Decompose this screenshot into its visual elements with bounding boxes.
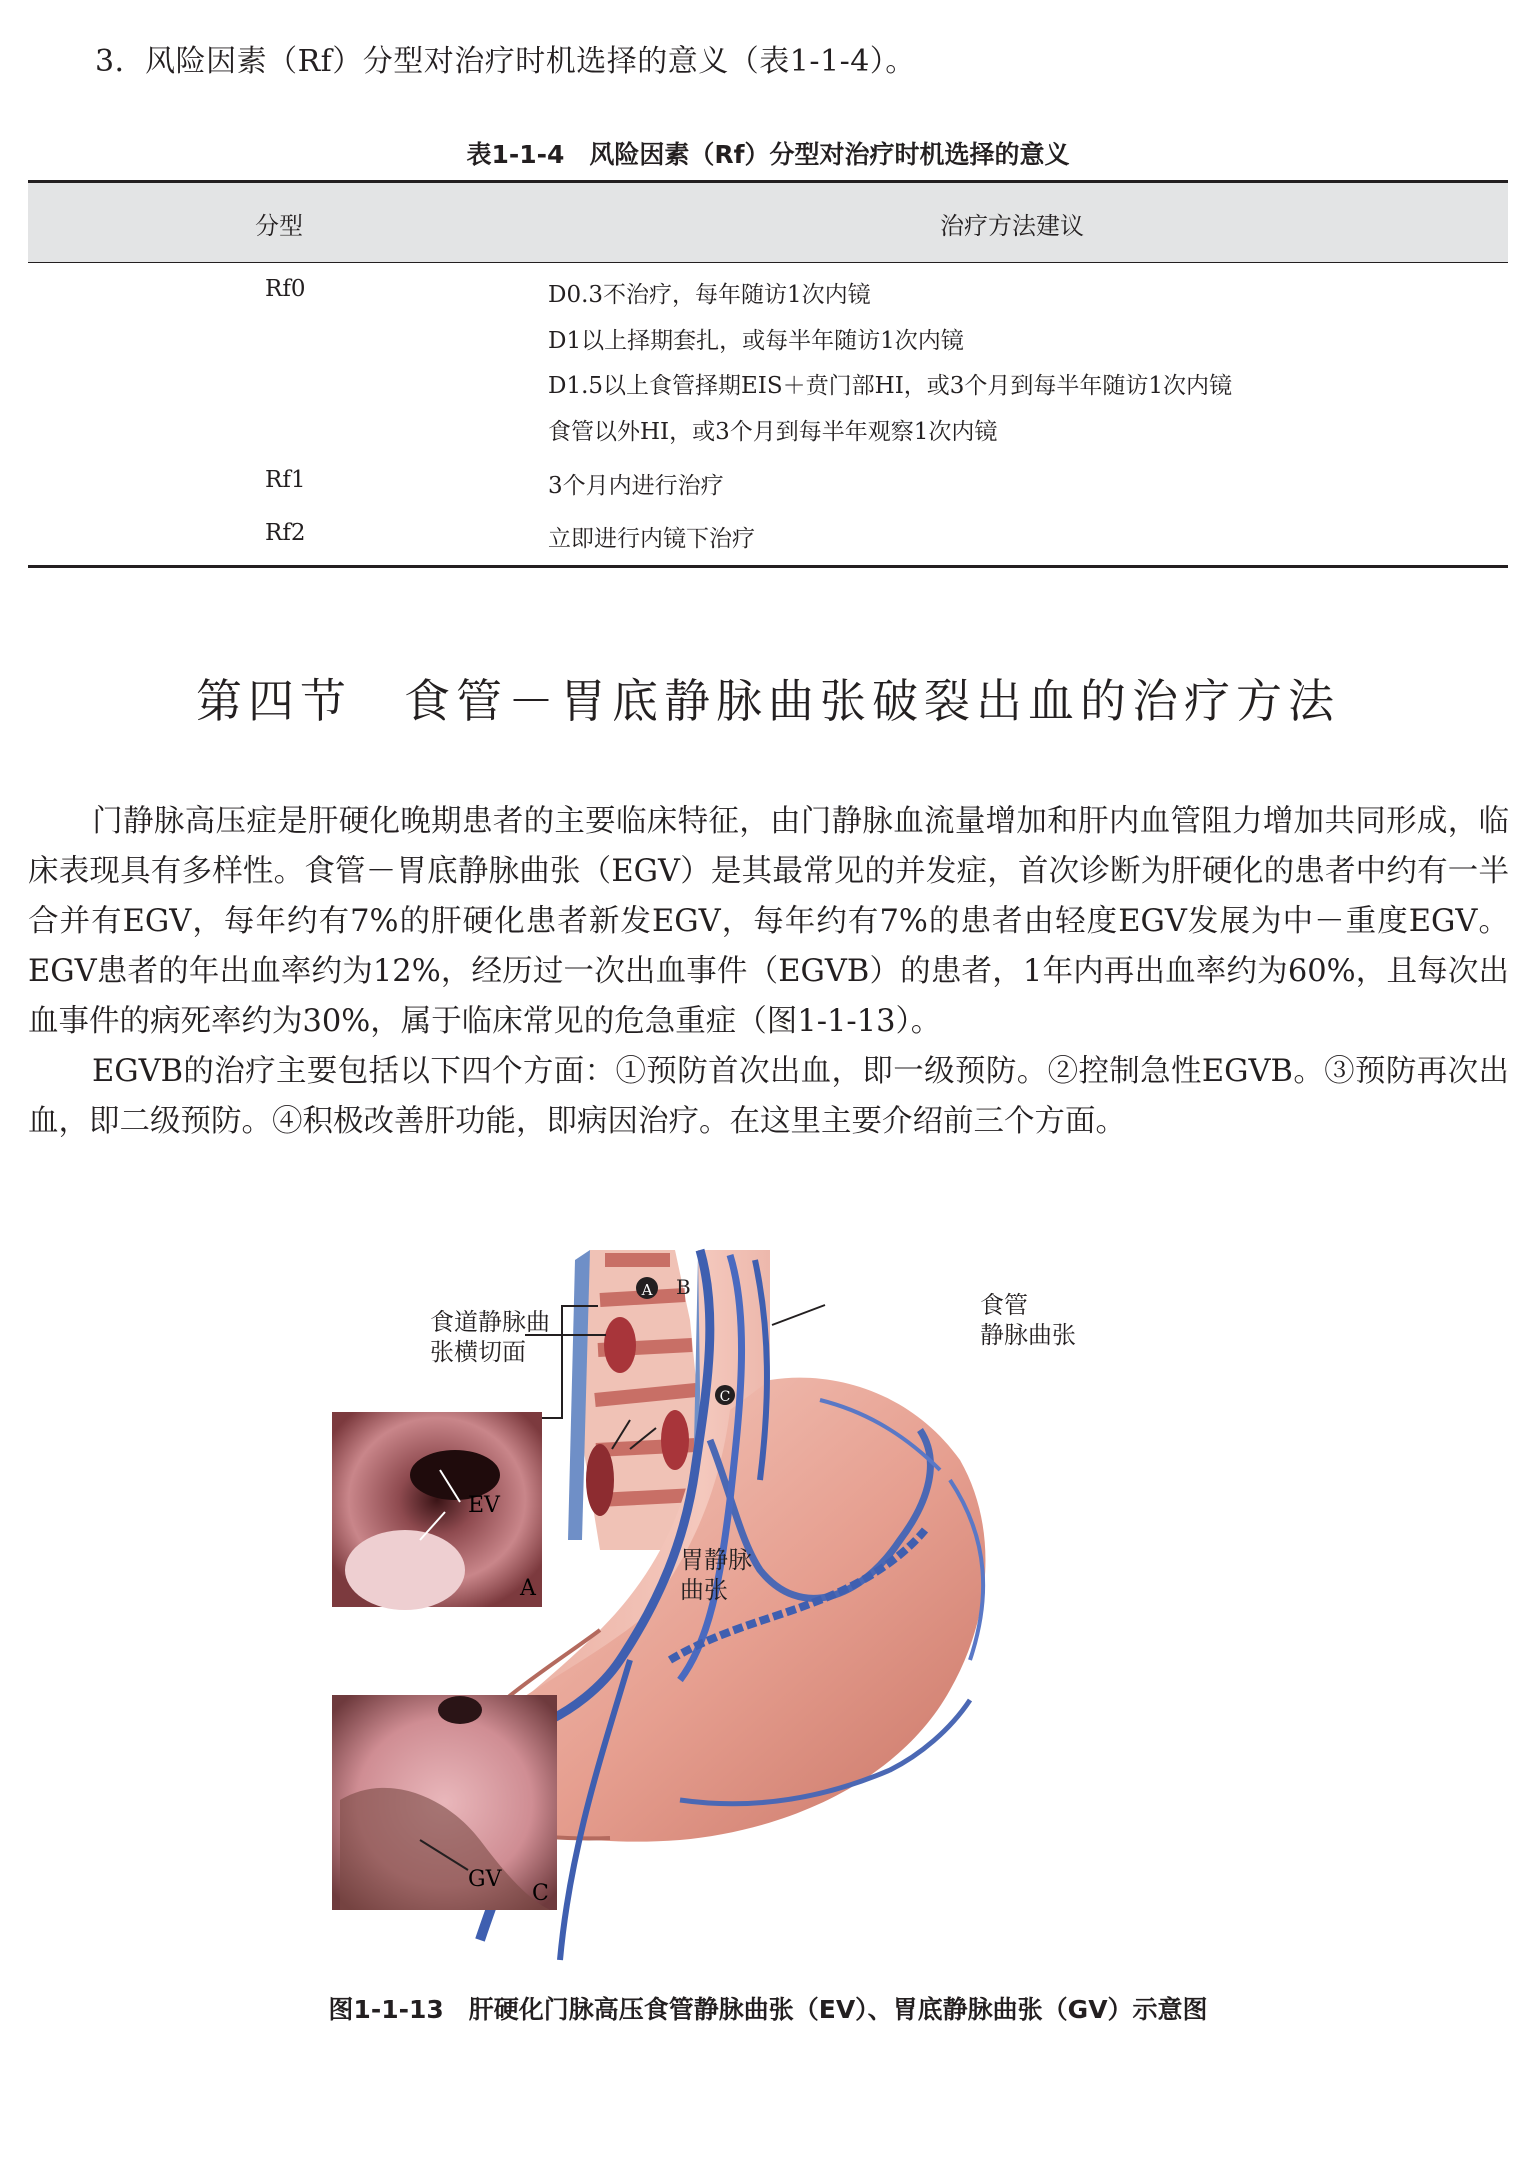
table-caption: 表1-1-4 风险因素（Rf）分型对治疗时机选择的意义 (466, 140, 1070, 169)
label-cross-section: 食道静脉曲 张横切面 (430, 1308, 550, 1366)
paragraph: 门静脉高压症是肝硬化晚期患者的主要临床特征，由门静脉血流量增加和肝内血管阻力增加共同形成，临床表现具有多样性。食管－胃底静脉曲张（EGV）是其最常见的并发症，首次诊断为肝硬化的患者中约有一半合并有EGV，每年约有7%的肝硬化患者新发EGV，每年约有7%的患者由轻度EGV发展为中－重度EGV。EGV患者的年出血率约为12%，经历过一次出血事件（EGVB）的患者，1年内再出血率约为60%，且每次出血事件的病死率约为30%，属于临床常见的危急重症（图1-1-13）。 (28, 804, 1509, 1039)
label-esophageal-varices: 食管 静脉曲张 (980, 1291, 1076, 1349)
panel-label: A (520, 1576, 536, 1601)
figure-caption: 图1-1-13 肝硬化门脉高压食管静脉曲张（EV）、胃底静脉曲张（GV）示意图 (328, 1995, 1208, 2024)
table-cell-line: 立即进行内镜下治疗 (548, 526, 755, 552)
endoscopy-panel-a (332, 1412, 542, 1610)
table-cell-line: D0.3不治疗，每年随访1次内镜 (548, 282, 871, 308)
panel-label: C (719, 1389, 731, 1405)
table-header-treatment: 治疗方法建议 (940, 212, 1084, 240)
table-cell-line: D1以上择期套扎，或每半年随访1次内镜 (548, 328, 964, 354)
table-cell-line: 3个月内进行治疗 (548, 473, 724, 499)
panel-label: B (676, 1275, 691, 1299)
table-header-type: 分型 (255, 212, 303, 240)
table-cell-type: Rf1 (265, 467, 306, 493)
label-ev: EV (468, 1493, 500, 1518)
section-title: 第四节 食管－胃底静脉曲张破裂出血的治疗方法 (196, 674, 1340, 728)
table-bottom-rule (28, 565, 1508, 568)
label-gastric-varices: 胃静脉 曲张 (680, 1546, 752, 1604)
panel-label: A (641, 1281, 653, 1299)
table-cell-line: 食管以外HI，或3个月到每半年观察1次内镜 (548, 419, 998, 445)
intro-line: 3．风险因素（Rf）分型对治疗时机选择的意义（表1-1-4）。 (95, 44, 916, 79)
table-header-band (28, 183, 1508, 262)
table-cell-line: D1.5以上食管择期EIS＋贲门部HI，或3个月到每半年随访1次内镜 (548, 373, 1233, 399)
table-cell-type: Rf2 (265, 520, 306, 546)
label-gv: GV (468, 1867, 502, 1892)
table-top-rule (28, 180, 1508, 183)
endoscopy-panel-c (332, 1695, 557, 1910)
panel-label: C (532, 1881, 549, 1906)
table-cell-type: Rf0 (265, 276, 306, 302)
paragraph: EGVB的治疗主要包括以下四个方面：①预防首次出血，即一级预防。②控制急性EGVB。③预防再次出血，即二级预防。④积极改善肝功能，即病因治疗。在这里主要介绍前三个方面。 (28, 1054, 1509, 1139)
table-header-rule (28, 262, 1508, 263)
